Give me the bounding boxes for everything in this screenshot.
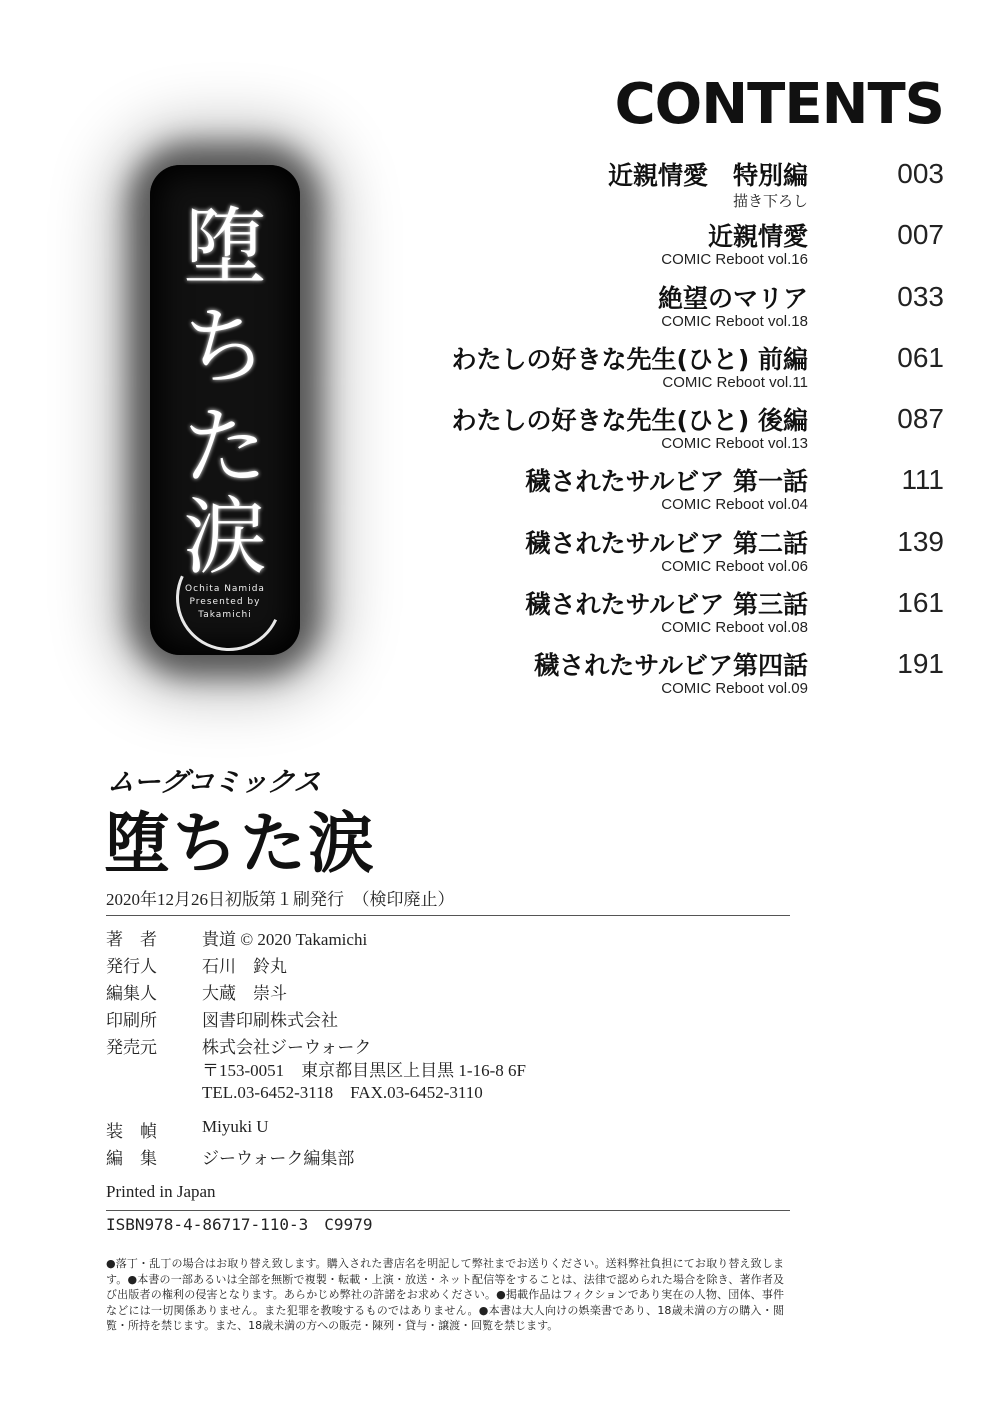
toc-entry-title: 近親情愛 (707, 222, 808, 252)
divider (106, 1210, 790, 1211)
logo-credit-line: Presented by (189, 597, 261, 607)
toc-entry-title: わたしの好きな先生(ひと) 前編 (451, 344, 808, 374)
logo-char-3: た (182, 398, 268, 496)
toc-entry-source: COMIC Reboot vol.16 (661, 251, 808, 269)
toc-entry-title: 穢されたサルビア 第二話 (525, 528, 808, 558)
toc-entry-page: 161 (897, 587, 944, 619)
staff-value: 石川 鈴丸 (202, 957, 287, 976)
toc-entry-page: 191 (897, 648, 944, 680)
logo-char-2: ち (182, 298, 268, 396)
staff-value: 〒153-0051 東京都目黒区上目黒 1-16-8 6F (202, 1061, 526, 1080)
series-name: ムーグコミックス (106, 767, 323, 798)
toc-entry (384, 275, 944, 336)
toc-entry-page: 061 (897, 341, 944, 373)
legal-notice: ●落丁・乱丁の場合はお取り替え致します。購入された書店名を明記して弊社までお送りください。送料弊社負担にてお取り替え致します。●本書の一部あるいは全部を無断で複製・転載・上演・放送・ネット配信等をすることは、法律で認められた場合を除き、著作者及び出版者の権利の侵害となります。あらかじめ弊社の許諾をお求めください。●掲載作品はフィクションであり実在の人物、団体、事件などには一切関係ありません。また犯罪を教唆するものではありません。●本書は大人向けの娯楽書であり、18歳未満の方の購入・閲覧・所持を禁じます。また、18歳未満の方への販売・陳列・貸与・譲渡・回覧を禁じます。 (106, 1257, 784, 1332)
contents-heading: CONTENTS (614, 72, 944, 137)
staff-role: 編 集 (106, 1149, 157, 1168)
staff-role: 編集人 (106, 984, 157, 1003)
staff-value: 図書印刷株式会社 (202, 1011, 338, 1030)
staff-role: 装 幀 (106, 1122, 157, 1141)
toc-entry-page: 111 (901, 464, 944, 496)
toc-entry-source: COMIC Reboot vol.13 (661, 435, 808, 453)
staff-value: 貴道 © 2020 Takamichi (202, 930, 368, 949)
toc-entry-source: COMIC Reboot vol.09 (661, 680, 808, 698)
staff-value: 株式会社ジーウォーク (202, 1038, 372, 1057)
toc-entry (384, 458, 944, 519)
staff-role: 発売元 (106, 1038, 157, 1057)
logo-char-4: 涙 (182, 488, 268, 586)
print-date: 2020年12月26日初版第１刷発行 （検印廃止） (106, 890, 455, 909)
logo-char-1: 堕 (182, 198, 268, 296)
printed-in: Printed in Japan (106, 1182, 216, 1201)
toc-entry (384, 152, 944, 213)
toc-entry-source: COMIC Reboot vol.11 (662, 373, 808, 391)
staff-role: 発行人 (106, 957, 157, 976)
toc-entry-page: 003 (897, 158, 944, 189)
toc-entry-page: 087 (897, 403, 944, 435)
toc-entry (384, 520, 944, 581)
logo-credit-line: Ochita Namida (185, 584, 265, 594)
toc-entry-title: わたしの好きな先生(ひと) 後編 (451, 406, 808, 436)
toc-entry (384, 642, 944, 703)
staff-value: 大蔵 崇斗 (202, 984, 287, 1003)
toc-entry-source: COMIC Reboot vol.04 (661, 496, 808, 514)
toc-entry-page: 139 (897, 525, 944, 557)
toc-entry-title: 穢されたサルビア 第一話 (525, 467, 808, 497)
toc-entry-title: 絶望のマリア (657, 283, 808, 313)
toc-entry (384, 581, 944, 642)
toc-entry-page: 007 (897, 219, 944, 251)
book-title: 堕ちた涙 (104, 805, 376, 882)
logo-credit (150, 583, 300, 622)
toc-entry-source: COMIC Reboot vol.06 (661, 557, 808, 575)
toc-entry-title: 穢されたサルビア 第三話 (525, 590, 808, 620)
divider (106, 915, 790, 916)
table-of-contents (384, 152, 944, 704)
toc-entry (384, 397, 944, 458)
toc-entry (384, 213, 944, 274)
toc-entry-source: COMIC Reboot vol.08 (661, 619, 808, 637)
staff-value: Miyuki U (202, 1117, 269, 1136)
toc-entry-source: 描き下ろし (732, 193, 808, 210)
logo-credit-line: Takamichi (198, 610, 252, 620)
staff-value: TEL.03-6452-3118 FAX.03-6452-3110 (202, 1083, 483, 1102)
toc-entry (384, 336, 944, 397)
title-logo (150, 165, 300, 655)
toc-entry-title: 近親情愛 特別編 (607, 161, 808, 190)
staff-value: ジーウォーク編集部 (202, 1149, 355, 1168)
toc-entry-page: 033 (897, 280, 944, 312)
toc-entry-title: 穢されたサルビア第四話 (534, 651, 808, 681)
staff-role: 著 者 (106, 930, 157, 949)
staff-role: 印刷所 (106, 1011, 157, 1030)
toc-entry-source: COMIC Reboot vol.18 (661, 312, 808, 330)
isbn: ISBN978-4-86717-110-3 C9979 (106, 1215, 373, 1234)
